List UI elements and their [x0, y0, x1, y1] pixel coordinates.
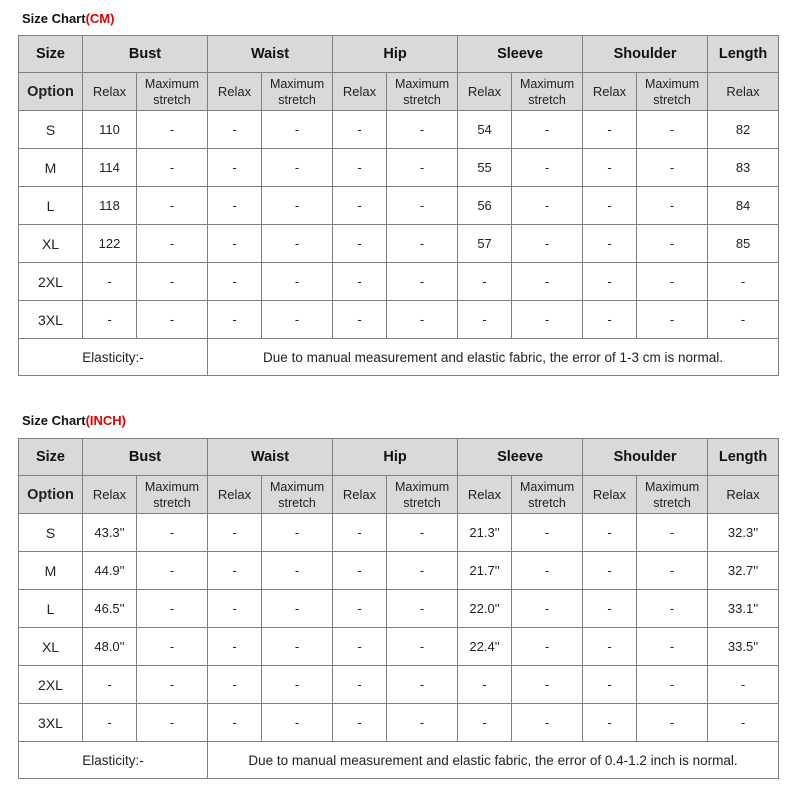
bust-stretch-value: -: [137, 666, 208, 704]
header-row-measurements: [19, 36, 779, 73]
sleeve-stretch-value: -: [512, 704, 583, 742]
length-relax-value: 33.1'': [708, 590, 779, 628]
subheader-maximum-stretch: Maximum stretch: [637, 73, 708, 111]
shoulder-stretch-value: -: [637, 225, 708, 263]
waist-relax-value: -: [208, 149, 262, 187]
bust-relax-value: 43.3'': [83, 514, 137, 552]
bust-relax-value: 114: [83, 149, 137, 187]
waist-stretch-value: -: [262, 514, 333, 552]
elasticity-label: Elasticity:-: [19, 742, 208, 779]
sleeve-stretch-value: -: [512, 301, 583, 339]
size-chart-cm-table: [18, 35, 779, 376]
sleeve-stretch-value: -: [512, 514, 583, 552]
bust-stretch-value: -: [137, 628, 208, 666]
bust-relax-value: 48.0'': [83, 628, 137, 666]
subheader-relax: Relax: [583, 73, 637, 111]
hip-relax-value: -: [333, 552, 387, 590]
header-waist: Waist: [208, 439, 333, 476]
waist-stretch-value: -: [262, 301, 333, 339]
bust-relax-value: -: [83, 301, 137, 339]
bust-stretch-value: -: [137, 301, 208, 339]
sleeve-relax-value: -: [458, 263, 512, 301]
hip-relax-value: -: [333, 263, 387, 301]
bust-relax-value: 118: [83, 187, 137, 225]
waist-stretch-value: -: [262, 111, 333, 149]
sleeve-relax-value: 22.0'': [458, 590, 512, 628]
size-label: L: [19, 590, 83, 628]
size-chart-inch-table: [18, 438, 779, 779]
header-option: Option: [19, 73, 83, 111]
bust-stretch-value: -: [137, 263, 208, 301]
shoulder-stretch-value: -: [637, 149, 708, 187]
sleeve-stretch-value: -: [512, 149, 583, 187]
hip-relax-value: -: [333, 628, 387, 666]
table-row: [19, 263, 779, 301]
measurement-note: Due to manual measurement and elastic fabric, the error of 1-3 cm is normal.: [208, 339, 779, 376]
hip-stretch-value: -: [387, 552, 458, 590]
waist-relax-value: -: [208, 187, 262, 225]
waist-relax-value: -: [208, 628, 262, 666]
bust-stretch-value: -: [137, 704, 208, 742]
subheader-relax: Relax: [458, 476, 512, 514]
sleeve-relax-value: -: [458, 666, 512, 704]
size-label: 3XL: [19, 301, 83, 339]
size-chart-inch-title: [22, 413, 126, 428]
length-relax-value: 32.3'': [708, 514, 779, 552]
header-size: Size: [19, 439, 83, 476]
bust-stretch-value: -: [137, 590, 208, 628]
waist-relax-value: -: [208, 263, 262, 301]
shoulder-stretch-value: -: [637, 111, 708, 149]
size-label: XL: [19, 628, 83, 666]
length-relax-value: -: [708, 704, 779, 742]
chart-unit-label: (INCH): [85, 413, 127, 428]
shoulder-stretch-value: -: [637, 628, 708, 666]
bust-stretch-value: -: [137, 225, 208, 263]
shoulder-stretch-value: -: [637, 704, 708, 742]
hip-relax-value: -: [333, 590, 387, 628]
header-hip: Hip: [333, 439, 458, 476]
shoulder-relax-value: -: [583, 666, 637, 704]
header-length: Length: [708, 439, 779, 476]
sleeve-relax-value: -: [458, 704, 512, 742]
size-label: XL: [19, 225, 83, 263]
length-relax-value: 82: [708, 111, 779, 149]
shoulder-relax-value: -: [583, 149, 637, 187]
size-label: S: [19, 514, 83, 552]
hip-stretch-value: -: [387, 301, 458, 339]
subheader-maximum-stretch: Maximum stretch: [262, 476, 333, 514]
elasticity-row: [19, 339, 779, 376]
hip-stretch-value: -: [387, 111, 458, 149]
elasticity-row: [19, 742, 779, 779]
hip-stretch-value: -: [387, 263, 458, 301]
waist-relax-value: -: [208, 301, 262, 339]
sleeve-relax-value: 54: [458, 111, 512, 149]
length-relax-value: 33.5'': [708, 628, 779, 666]
length-relax-value: 83: [708, 149, 779, 187]
hip-relax-value: -: [333, 111, 387, 149]
sleeve-relax-value: 55: [458, 149, 512, 187]
waist-stretch-value: -: [262, 149, 333, 187]
table-row: [19, 301, 779, 339]
hip-relax-value: -: [333, 301, 387, 339]
subheader-maximum-stretch: Maximum stretch: [637, 476, 708, 514]
shoulder-stretch-value: -: [637, 514, 708, 552]
header-bust: Bust: [83, 439, 208, 476]
waist-stretch-value: -: [262, 187, 333, 225]
length-relax-value: 84: [708, 187, 779, 225]
size-label: M: [19, 149, 83, 187]
sleeve-relax-value: 21.7'': [458, 552, 512, 590]
table-row: [19, 187, 779, 225]
table-row: [19, 514, 779, 552]
shoulder-relax-value: -: [583, 628, 637, 666]
hip-relax-value: -: [333, 666, 387, 704]
hip-stretch-value: -: [387, 666, 458, 704]
hip-relax-value: -: [333, 514, 387, 552]
shoulder-relax-value: -: [583, 704, 637, 742]
sleeve-stretch-value: -: [512, 187, 583, 225]
header-length: Length: [708, 36, 779, 73]
waist-stretch-value: -: [262, 552, 333, 590]
subheader-relax: Relax: [333, 73, 387, 111]
subheader-maximum-stretch: Maximum stretch: [137, 73, 208, 111]
shoulder-relax-value: -: [583, 225, 637, 263]
size-label: S: [19, 111, 83, 149]
table-row: [19, 628, 779, 666]
waist-relax-value: -: [208, 552, 262, 590]
header-bust: Bust: [83, 36, 208, 73]
header-row-measurements: [19, 439, 779, 476]
hip-relax-value: -: [333, 225, 387, 263]
chart-unit-label: (CM): [85, 11, 115, 26]
length-relax-value: 32.7'': [708, 552, 779, 590]
table-row: [19, 704, 779, 742]
sleeve-stretch-value: -: [512, 111, 583, 149]
subheader-relax: Relax: [208, 476, 262, 514]
bust-stretch-value: -: [137, 149, 208, 187]
shoulder-relax-value: -: [583, 514, 637, 552]
chart-title-text: Size Chart: [22, 413, 86, 428]
sleeve-stretch-value: -: [512, 552, 583, 590]
bust-relax-value: -: [83, 666, 137, 704]
shoulder-stretch-value: -: [637, 666, 708, 704]
subheader-maximum-stretch: Maximum stretch: [512, 476, 583, 514]
bust-stretch-value: -: [137, 111, 208, 149]
table-row: [19, 149, 779, 187]
waist-relax-value: -: [208, 111, 262, 149]
shoulder-relax-value: -: [583, 301, 637, 339]
size-label: 2XL: [19, 666, 83, 704]
header-size: Size: [19, 36, 83, 73]
elasticity-label: Elasticity:-: [19, 339, 208, 376]
bust-relax-value: -: [83, 263, 137, 301]
sleeve-relax-value: 22.4'': [458, 628, 512, 666]
waist-relax-value: -: [208, 704, 262, 742]
waist-relax-value: -: [208, 225, 262, 263]
sleeve-relax-value: -: [458, 301, 512, 339]
waist-relax-value: -: [208, 590, 262, 628]
length-relax-value: -: [708, 666, 779, 704]
length-relax-value: -: [708, 263, 779, 301]
hip-relax-value: -: [333, 149, 387, 187]
bust-relax-value: 110: [83, 111, 137, 149]
waist-stretch-value: -: [262, 666, 333, 704]
header-option: Option: [19, 476, 83, 514]
sleeve-relax-value: 56: [458, 187, 512, 225]
table-row: [19, 590, 779, 628]
size-chart-cm-title: [22, 11, 114, 26]
table-row: [19, 552, 779, 590]
hip-stretch-value: -: [387, 704, 458, 742]
chart-title-text: Size Chart: [22, 11, 86, 26]
subheader-relax: Relax: [333, 476, 387, 514]
sleeve-stretch-value: -: [512, 590, 583, 628]
hip-stretch-value: -: [387, 149, 458, 187]
subheader-maximum-stretch: Maximum stretch: [512, 73, 583, 111]
subheader-relax: Relax: [708, 476, 779, 514]
table-row: [19, 225, 779, 263]
length-relax-value: -: [708, 301, 779, 339]
shoulder-stretch-value: -: [637, 552, 708, 590]
waist-relax-value: -: [208, 666, 262, 704]
sleeve-relax-value: 57: [458, 225, 512, 263]
sleeve-stretch-value: -: [512, 628, 583, 666]
header-hip: Hip: [333, 36, 458, 73]
hip-stretch-value: -: [387, 628, 458, 666]
size-label: M: [19, 552, 83, 590]
bust-relax-value: 122: [83, 225, 137, 263]
bust-relax-value: 44.9'': [83, 552, 137, 590]
sleeve-stretch-value: -: [512, 263, 583, 301]
waist-stretch-value: -: [262, 628, 333, 666]
subheader-maximum-stretch: Maximum stretch: [387, 73, 458, 111]
shoulder-relax-value: -: [583, 187, 637, 225]
shoulder-stretch-value: -: [637, 187, 708, 225]
subheader-relax: Relax: [583, 476, 637, 514]
table-row: [19, 666, 779, 704]
subheader-relax: Relax: [458, 73, 512, 111]
subheader-relax: Relax: [208, 73, 262, 111]
bust-stretch-value: -: [137, 514, 208, 552]
bust-relax-value: -: [83, 704, 137, 742]
waist-stretch-value: -: [262, 263, 333, 301]
subheader-maximum-stretch: Maximum stretch: [262, 73, 333, 111]
header-waist: Waist: [208, 36, 333, 73]
hip-stretch-value: -: [387, 514, 458, 552]
waist-stretch-value: -: [262, 225, 333, 263]
table-row: [19, 111, 779, 149]
hip-stretch-value: -: [387, 225, 458, 263]
waist-stretch-value: -: [262, 704, 333, 742]
subheader-relax: Relax: [83, 73, 137, 111]
hip-relax-value: -: [333, 187, 387, 225]
subheader-relax: Relax: [708, 73, 779, 111]
hip-stretch-value: -: [387, 590, 458, 628]
subheader-maximum-stretch: Maximum stretch: [137, 476, 208, 514]
shoulder-stretch-value: -: [637, 263, 708, 301]
header-row-fit: [19, 476, 779, 514]
bust-relax-value: 46.5'': [83, 590, 137, 628]
shoulder-relax-value: -: [583, 263, 637, 301]
size-label: 2XL: [19, 263, 83, 301]
bust-stretch-value: -: [137, 552, 208, 590]
header-sleeve: Sleeve: [458, 36, 583, 73]
size-label: L: [19, 187, 83, 225]
header-shoulder: Shoulder: [583, 36, 708, 73]
sleeve-stretch-value: -: [512, 225, 583, 263]
shoulder-relax-value: -: [583, 552, 637, 590]
hip-relax-value: -: [333, 704, 387, 742]
sleeve-stretch-value: -: [512, 666, 583, 704]
measurement-note: Due to manual measurement and elastic fabric, the error of 0.4-1.2 inch is normal.: [208, 742, 779, 779]
sleeve-relax-value: 21.3'': [458, 514, 512, 552]
shoulder-stretch-value: -: [637, 301, 708, 339]
shoulder-relax-value: -: [583, 590, 637, 628]
length-relax-value: 85: [708, 225, 779, 263]
header-row-fit: [19, 73, 779, 111]
header-shoulder: Shoulder: [583, 439, 708, 476]
size-label: 3XL: [19, 704, 83, 742]
shoulder-stretch-value: -: [637, 590, 708, 628]
header-sleeve: Sleeve: [458, 439, 583, 476]
bust-stretch-value: -: [137, 187, 208, 225]
shoulder-relax-value: -: [583, 111, 637, 149]
hip-stretch-value: -: [387, 187, 458, 225]
subheader-relax: Relax: [83, 476, 137, 514]
waist-stretch-value: -: [262, 590, 333, 628]
subheader-maximum-stretch: Maximum stretch: [387, 476, 458, 514]
waist-relax-value: -: [208, 514, 262, 552]
